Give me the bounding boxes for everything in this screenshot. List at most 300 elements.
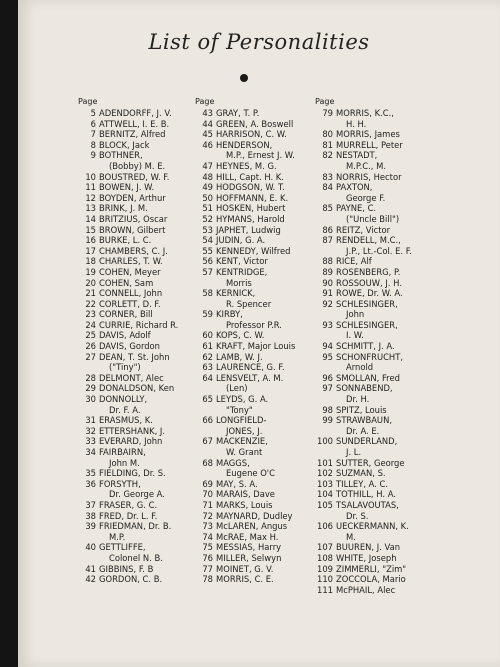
personality-name: BRINK, J. M. — [99, 203, 148, 214]
page-number — [315, 511, 333, 522]
page-number: 11 — [85, 182, 96, 193]
personality-name: GREEN, A. Boswell — [216, 118, 294, 129]
index-entry — [78, 436, 178, 447]
personality-name: BROWN, Gilbert — [99, 224, 166, 235]
index-entry — [315, 426, 412, 437]
personality-name: (Bobby) M. E. — [109, 160, 166, 171]
index-entry — [315, 585, 412, 596]
index-entry — [315, 574, 412, 585]
personality-name: ADENDORFF, J. V. — [99, 108, 172, 118]
index-entry — [195, 278, 295, 289]
personality-name: SCHLESINGER, — [336, 319, 398, 330]
page-number — [315, 426, 333, 437]
page-number: 47 — [202, 160, 213, 171]
page-number: 64 — [202, 372, 213, 383]
index-entry — [78, 140, 178, 151]
index-entry — [315, 479, 412, 490]
punch-hole — [240, 74, 248, 82]
page-number: 78 — [202, 574, 213, 585]
personality-name: J. L. — [346, 447, 362, 457]
page-number — [195, 468, 213, 479]
document-page — [18, 0, 500, 667]
personality-name: M. — [346, 531, 356, 542]
personality-name: HILL, Capt. H. K. — [216, 171, 284, 182]
index-entry — [195, 288, 295, 299]
index-entry — [78, 479, 178, 490]
personality-name: BLOCK, Jack — [99, 139, 150, 150]
personality-name: ZOCCOLA, Mario — [336, 574, 406, 585]
personality-name: SUZMAN, S. — [336, 468, 386, 479]
page-number: 68 — [202, 457, 213, 468]
page-number: 15 — [85, 224, 96, 235]
index-entry — [195, 415, 295, 426]
index-entry — [315, 532, 412, 543]
personality-name: John M. — [109, 457, 140, 468]
page-number — [315, 246, 333, 257]
page-number: 51 — [202, 203, 213, 214]
index-entry — [315, 288, 412, 299]
index-entry — [195, 119, 295, 130]
page-number: 18 — [85, 256, 96, 267]
index-entry — [195, 479, 295, 490]
index-entry — [78, 405, 178, 416]
page-number: 104 — [317, 489, 333, 500]
personality-name: BOTHNER, — [99, 150, 143, 161]
page-number: 46 — [202, 139, 213, 150]
personality-name: Morris — [226, 277, 252, 288]
index-entry — [195, 150, 295, 161]
index-entry — [315, 225, 412, 236]
personality-name: CHAMBERS, C. J. — [99, 245, 168, 256]
personality-name: KIRBY, — [216, 309, 243, 320]
index-entry — [195, 182, 295, 193]
index-entry — [195, 373, 295, 384]
personality-name: Eugene O'C — [226, 468, 275, 479]
index-entry — [195, 500, 295, 511]
index-entry — [195, 225, 295, 236]
personality-name: GETTLIFFE, — [99, 542, 146, 553]
index-entry — [195, 511, 295, 522]
personality-name: EVERARD, John — [99, 436, 163, 447]
page-number: 44 — [202, 118, 213, 129]
page-number: 24 — [85, 319, 96, 330]
page-number: 40 — [85, 542, 96, 553]
index-entry — [195, 172, 295, 183]
personality-name: BOYDEN, Arthur — [99, 192, 166, 203]
index-entry — [315, 553, 412, 564]
page-number: 80 — [322, 129, 333, 140]
personality-name: DEAN, T. St. John — [99, 351, 170, 362]
index-entry — [195, 108, 295, 119]
page-number: 96 — [322, 372, 333, 383]
index-entry — [195, 405, 295, 416]
index-entry — [195, 468, 295, 479]
personality-name: M.P. — [109, 531, 126, 542]
page-number: 31 — [85, 415, 96, 426]
page-title: List of Personalities — [148, 30, 370, 54]
personality-name: CURRIE, Richard R. — [99, 319, 179, 330]
personality-name: MORRIS, James — [336, 129, 400, 140]
page-number: 100 — [317, 436, 333, 447]
page-number: 88 — [322, 256, 333, 267]
personality-name: SCHONFRUCHT, — [336, 351, 404, 362]
page-number: 81 — [322, 139, 333, 150]
page-number: 75 — [202, 542, 213, 553]
page-number: 102 — [317, 468, 333, 479]
index-entry — [315, 150, 412, 161]
index-entry — [78, 172, 178, 183]
personality-name: TILLEY, A. C. — [336, 478, 389, 489]
index-entry — [315, 341, 412, 352]
index-column-1 — [78, 97, 178, 585]
index-entry — [78, 415, 178, 426]
personality-name: WHITE, Joseph — [336, 552, 397, 563]
personality-name: KENT, Victor — [216, 256, 268, 267]
page-number — [195, 278, 213, 289]
personality-name: MACKENZIE, — [216, 436, 268, 447]
index-entry — [195, 235, 295, 246]
page-number: 70 — [202, 489, 213, 500]
page-number: 20 — [85, 277, 96, 288]
index-entry — [195, 246, 295, 257]
personality-name: ROWE, Dr. W. A. — [336, 288, 403, 299]
index-entry — [78, 341, 178, 352]
index-entry — [195, 574, 295, 585]
page-number: 82 — [322, 150, 333, 161]
page-number: 55 — [202, 245, 213, 256]
page-number: 109 — [317, 563, 333, 574]
personality-name: DAVIS, Gordon — [99, 341, 160, 352]
index-entry — [78, 320, 178, 331]
index-entry — [315, 246, 412, 257]
personality-name: NORRIS, Hector — [336, 171, 402, 182]
personality-name: FRASER, G. C. — [99, 499, 158, 510]
personality-name: ERASMUS, K. — [99, 415, 153, 426]
personality-name: KRAFT, Major Louis — [216, 341, 296, 352]
page-number: 25 — [85, 330, 96, 341]
index-entry — [78, 182, 178, 193]
page-number: 10 — [85, 171, 96, 182]
page-number: 28 — [85, 372, 96, 383]
page-number: 38 — [85, 510, 96, 521]
index-entry — [78, 150, 178, 161]
page-number: 105 — [317, 499, 333, 510]
personality-name: BUUREN, J. Van — [336, 542, 401, 553]
page-number — [315, 532, 333, 543]
page-number: 84 — [322, 182, 333, 193]
page-number: 71 — [202, 499, 213, 510]
index-entry — [195, 203, 295, 214]
page-number — [78, 489, 96, 500]
index-entry — [78, 214, 178, 225]
index-entry — [195, 267, 295, 278]
personality-name: SONNABEND, — [336, 383, 393, 394]
page-number: 53 — [202, 224, 213, 235]
index-entry — [78, 235, 178, 246]
personality-name: SCHMITT, J. A. — [336, 341, 395, 352]
personality-name: Dr. H. — [346, 394, 370, 405]
index-entry — [78, 362, 178, 373]
page-number: 34 — [85, 447, 96, 457]
index-entry — [78, 447, 178, 458]
page-number: 94 — [322, 341, 333, 352]
index-entry — [315, 362, 412, 373]
index-entry — [315, 352, 412, 363]
personality-name: MORRIS, C. E. — [216, 574, 274, 585]
personality-name: BOUSTRED, W. F. — [99, 171, 170, 182]
page-number: 14 — [85, 213, 96, 224]
index-entry — [315, 140, 412, 151]
page-number: 106 — [317, 521, 333, 532]
personality-name: CORLETT, D. F. — [99, 298, 161, 309]
personality-name: LEYDS, G. A. — [216, 394, 269, 405]
index-entry — [315, 161, 412, 172]
index-entry — [78, 161, 178, 172]
page-number: 16 — [85, 235, 96, 246]
personality-name: DAVIS, Adolf — [99, 330, 151, 341]
index-entry — [315, 542, 412, 553]
personality-name: H. H. — [346, 118, 367, 129]
page-number: 79 — [322, 108, 333, 118]
page-number: 108 — [317, 552, 333, 563]
index-entry — [315, 172, 412, 183]
index-column-2 — [195, 97, 295, 585]
page-number: 27 — [85, 351, 96, 362]
index-entry — [78, 330, 178, 341]
page-number: 93 — [322, 319, 333, 330]
page-number: 99 — [322, 415, 333, 426]
personality-name: GORDON, C. B. — [99, 574, 163, 585]
page-number — [78, 161, 96, 172]
personality-name: FIELDING, Dr. S. — [99, 468, 166, 479]
index-entry — [78, 542, 178, 553]
page-number — [315, 214, 333, 225]
page-number: 42 — [85, 574, 96, 585]
personality-name: BERNITZ, Alfred — [99, 129, 166, 140]
index-entry — [195, 341, 295, 352]
index-entry — [315, 564, 412, 575]
index-entry — [78, 521, 178, 532]
page-number: 62 — [202, 351, 213, 362]
index-entry — [315, 256, 412, 267]
personality-name: HOSKEN, Hubert — [216, 203, 286, 214]
index-entry — [78, 511, 178, 522]
index-entry — [315, 299, 412, 310]
index-entry — [195, 161, 295, 172]
index-entry — [315, 267, 412, 278]
index-entry — [78, 458, 178, 469]
index-entry — [315, 235, 412, 246]
personality-name: J.P., Lt.-Col. E. F. — [346, 245, 412, 256]
page-number — [195, 405, 213, 416]
page-number: 89 — [322, 266, 333, 277]
page-number — [78, 362, 96, 373]
personality-name: FRIEDMAN, Dr. B. — [99, 521, 172, 532]
personality-name: ("Tiny") — [109, 362, 141, 373]
personality-name: COHEN, Meyer — [99, 266, 161, 277]
page-number: 101 — [317, 457, 333, 468]
index-entry — [78, 246, 178, 257]
page-number — [315, 330, 333, 341]
page-number: 95 — [322, 351, 333, 362]
index-entry — [195, 193, 295, 204]
page-number: 12 — [85, 192, 96, 203]
page-number: 26 — [85, 341, 96, 352]
page-number: 32 — [85, 425, 96, 436]
page-number: 41 — [85, 563, 96, 574]
page-number: 13 — [85, 203, 96, 214]
index-entry — [315, 458, 412, 469]
index-entry — [315, 436, 412, 447]
personality-name: Dr. S. — [346, 510, 369, 521]
personality-name: BURKE, L. C. — [99, 235, 152, 246]
page-number — [78, 553, 96, 564]
personality-name: MARAIS, Dave — [216, 489, 275, 500]
index-entry — [315, 129, 412, 140]
personality-name: SCHLESINGER, — [336, 298, 398, 309]
personality-name: SPITZ, Louis — [336, 404, 387, 415]
personality-name: TSALAVOUTAS, — [336, 499, 399, 510]
personality-name: ETTERSHANK, J. — [99, 425, 166, 436]
index-entry — [315, 394, 412, 405]
column-header: Page — [315, 97, 335, 106]
index-entry — [195, 394, 295, 405]
page-number: 110 — [317, 574, 333, 585]
index-entry — [315, 521, 412, 532]
page-number: 57 — [202, 266, 213, 277]
personality-name: KOPS, C. W. — [216, 330, 265, 341]
personality-name: HODGSON, W. T. — [216, 182, 285, 193]
index-entry — [315, 214, 412, 225]
index-entry — [315, 119, 412, 130]
page-number: 35 — [85, 468, 96, 479]
index-entry — [195, 383, 295, 394]
index-entry — [195, 426, 295, 437]
page-number: 21 — [85, 288, 96, 299]
personality-name: TOTHILL, H. A. — [336, 489, 396, 500]
page-number: 92 — [322, 298, 333, 309]
page-number: 5 — [90, 108, 96, 118]
page-number: 30 — [85, 394, 96, 405]
personality-name: HARRISON, C. W. — [216, 129, 287, 140]
index-entry — [315, 489, 412, 500]
personality-name: FAIRBAIRN, — [99, 447, 146, 457]
index-entry — [195, 299, 295, 310]
personality-name: PAXTON, — [336, 182, 373, 193]
personality-name: LAMB, W. J. — [216, 351, 263, 362]
personality-name: R. Spencer — [226, 298, 272, 309]
personality-name: LAURENCE, G. F. — [216, 362, 285, 373]
personality-name: HENDERSON, — [216, 139, 273, 150]
index-entry — [195, 330, 295, 341]
index-entry — [78, 532, 178, 543]
page-number: 67 — [202, 436, 213, 447]
personality-name: DONALDSON, Ken — [99, 383, 175, 394]
page-number — [315, 161, 333, 172]
personality-name: CORNER, Bill — [99, 309, 153, 320]
index-entry — [195, 362, 295, 373]
page-number: 91 — [322, 288, 333, 299]
index-entry — [315, 309, 412, 320]
index-entry — [78, 119, 178, 130]
page-number: 107 — [317, 542, 333, 553]
personality-name: FRED, Dr. L. F. — [99, 510, 158, 521]
personality-name: MORRIS, K.C., — [336, 108, 394, 118]
page-number: 39 — [85, 521, 96, 532]
page-number: 36 — [85, 478, 96, 489]
page-number: 85 — [322, 203, 333, 214]
index-entry — [78, 288, 178, 299]
page-number — [315, 193, 333, 204]
page-number: 65 — [202, 394, 213, 405]
index-entry — [195, 532, 295, 543]
personality-name: Arnold — [346, 362, 374, 373]
personality-name: HOFFMANN, E. K. — [216, 192, 289, 203]
index-entry — [195, 214, 295, 225]
personality-name: George F. — [346, 192, 386, 203]
personality-name: MOINET, G. V. — [216, 563, 274, 574]
page-number: 58 — [202, 288, 213, 299]
index-entry — [195, 256, 295, 267]
personality-name: MILLER, Selwyn — [216, 552, 282, 563]
personality-name: FORSYTH, — [99, 478, 141, 489]
page-number: 63 — [202, 362, 213, 373]
personality-name: UECKERMANN, K. — [336, 521, 409, 532]
page-number: 6 — [90, 118, 96, 129]
index-column-3 — [315, 97, 412, 595]
index-entry — [315, 320, 412, 331]
page-number — [315, 119, 333, 130]
page-number: 49 — [202, 182, 213, 193]
index-entry — [315, 278, 412, 289]
page-number: 73 — [202, 521, 213, 532]
column-header: Page — [195, 97, 215, 106]
personality-name: COHEN, Sam — [99, 277, 154, 288]
personality-name: JONES, J. — [226, 425, 263, 436]
personality-name: DONNOLLY, — [99, 394, 148, 405]
index-entry — [195, 352, 295, 363]
personality-name: BRITZIUS, Oscar — [99, 213, 168, 224]
index-entry — [315, 383, 412, 394]
personality-name: W. Grant — [226, 447, 263, 457]
index-entry — [195, 309, 295, 320]
index-entry — [78, 352, 178, 363]
personality-name: I. W. — [346, 330, 364, 341]
page-number: 23 — [85, 309, 96, 320]
personality-name: REITZ, Victor — [336, 224, 391, 235]
page-number: 22 — [85, 298, 96, 309]
page-number — [195, 426, 213, 437]
page-number — [195, 447, 213, 458]
index-entry — [78, 383, 178, 394]
index-entry — [195, 489, 295, 500]
index-entry — [78, 309, 178, 320]
personality-name: JUDIN, G. A. — [216, 235, 266, 246]
page-number — [315, 447, 333, 458]
personality-name: McLAREN, Angus — [216, 521, 288, 532]
page-number: 29 — [85, 383, 96, 394]
page-number: 61 — [202, 341, 213, 352]
index-entry — [195, 564, 295, 575]
page-number — [195, 150, 213, 161]
page-number: 8 — [90, 139, 96, 150]
index-entry — [315, 447, 412, 458]
personality-name: MARKS, Louis — [216, 499, 273, 510]
page-number: 86 — [322, 224, 333, 235]
personality-name: RICE, Alf — [336, 256, 372, 267]
personality-name: KERNICK, — [216, 288, 256, 299]
personality-name: ATTWELL, I. E. B. — [99, 118, 170, 129]
